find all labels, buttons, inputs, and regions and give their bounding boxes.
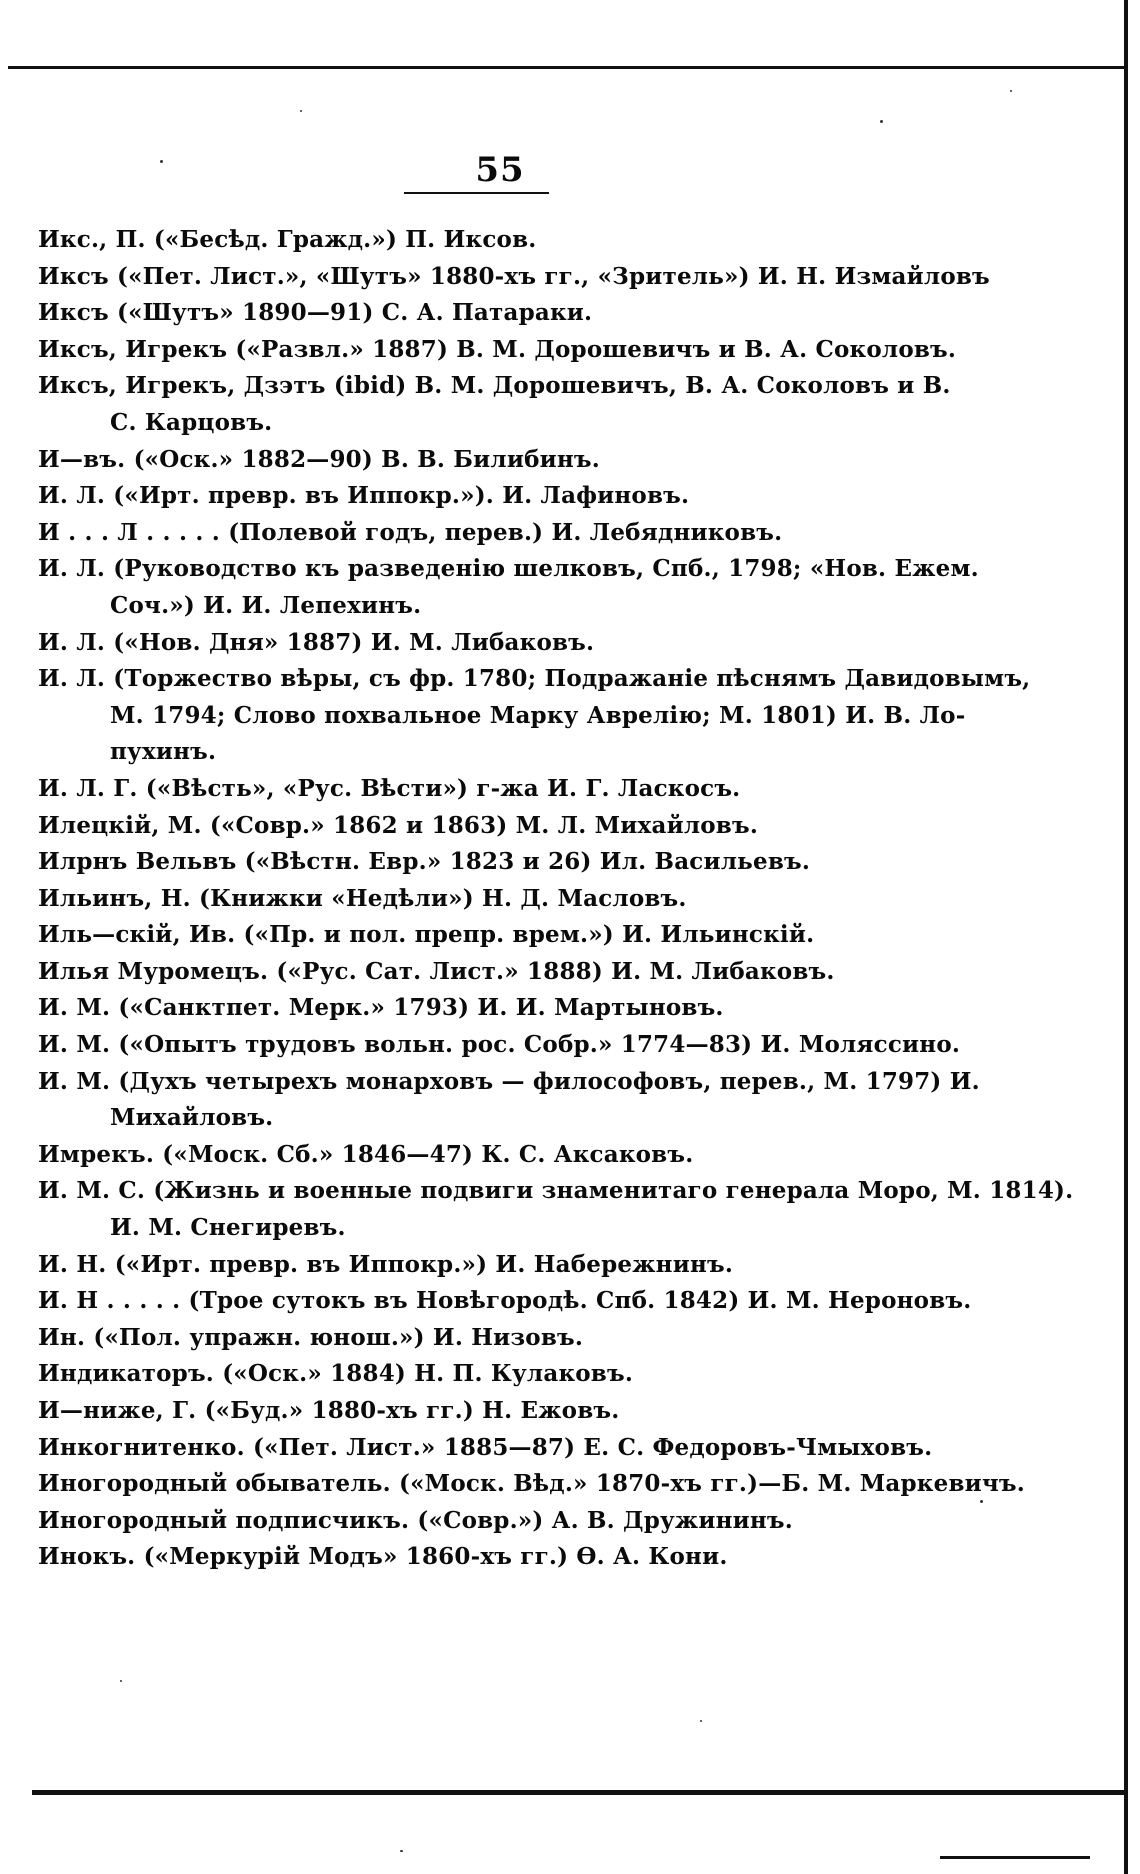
entry: И. М. («Санктпет. Мерк.» 1793) И. И. Мартыновъ. (38, 994, 724, 1022)
entry: И. М. С. (Жизнь и военные подвиги знаменитаго генерала Моро, М. 1814). (38, 1177, 1074, 1205)
entry: Икс., П. («Бесѣд. Гражд.») П. Иксов. (38, 226, 537, 253)
entry: Иногородный обыватель. («Моск. Вѣд.» 1870-хъ гг.)—Б. М. Маркевичъ. (38, 1470, 1025, 1498)
scan-speck (980, 1500, 983, 1503)
entry-continuation: пухинъ. (110, 738, 217, 766)
entry: И. Л. («Нов. Дня» 1887) И. М. Либаковъ. (38, 628, 595, 656)
entry: Имрекъ. («Моск. Сб.» 1846—47) К. С. Аксаковъ. (38, 1140, 694, 1168)
entry: И . . . Л . . . . . (Полевой годъ, перев.) И. Лебядниковъ. (38, 518, 783, 546)
entry: И—въ. («Оск.» 1882—90) В. В. Билибинъ. (38, 445, 600, 473)
entry: Ин. («Пол. упражн. юнош.») И. Низовъ. (38, 1323, 584, 1351)
entry: Индикаторъ. («Оск.» 1884) Н. П. Кулаковъ. (38, 1360, 634, 1388)
entry: Иногородный подписчикъ. («Совр.») А. В. Дружининъ. (38, 1506, 793, 1534)
scan-speck (880, 120, 883, 123)
entry: Ильинъ, Н. (Книжки «Недѣли») Н. Д. Масловъ. (38, 884, 687, 912)
bottom-rule (32, 1790, 1128, 1795)
entry-list (38, 222, 1074, 1576)
entry: Иксъ («Пет. Лист.», «Шутъ» 1880-хъ гг., «Зритель») И. Н. Измайловъ (38, 262, 990, 290)
entry: И. Л. (Торжество вѣры, съ фр. 1780; Подражаніе пѣснямъ Давидовымъ, (38, 665, 1031, 693)
entry: И. Л. («Ирт. превр. въ Иппокр.»). И. Лафиновъ. (38, 482, 690, 510)
scan-speck (120, 1680, 122, 1682)
entry: И. М. (Духъ четырехъ монарховъ — философовъ, перев., М. 1797) И. (38, 1067, 980, 1095)
scan-speck (400, 1850, 403, 1852)
entry: Иксъ, Игрекъ («Развл.» 1887) В. М. Дорошевичъ и В. А. Соколовъ. (38, 335, 957, 363)
entry: И. Н . . . . . (Трое сутокъ въ Новѣгородѣ. Спб. 1842) И. М. Нероновъ. (38, 1287, 972, 1315)
entry: И. Н. («Ирт. превр. въ Иппокр.») И. Набережнинъ. (38, 1250, 734, 1278)
entry-continuation: Михайловъ. (110, 1104, 274, 1132)
right-page-edge (1124, 0, 1128, 1874)
entry: Иль—скій, Ив. («Пр. и пол. препр. врем.») И. Ильинскій. (38, 921, 815, 949)
entry-continuation: М. 1794; Слово похвальное Марку Аврелію; М. 1801) И. В. Ло- (110, 701, 966, 729)
entry: Иксъ («Шутъ» 1890—91) С. А. Патараки. (38, 299, 593, 327)
scan-speck (700, 1720, 702, 1722)
top-rule (8, 66, 1128, 69)
entry-continuation: С. Карцовъ. (110, 408, 273, 436)
page-number: 55 (475, 150, 525, 190)
entry: Инкогнитенко. («Пет. Лист.» 1885—87) Е. С. Федоровъ-Чмыховъ. (38, 1433, 933, 1461)
entry: И. М. («Опытъ трудовъ вольн. рос. Собр.» 1774—83) И. Моляссино. (38, 1031, 961, 1059)
entry: Илецкій, М. («Совр.» 1862 и 1863) М. Л. Михайловъ. (38, 811, 759, 839)
entry-continuation: Соч.») И. И. Лепехинъ. (110, 591, 422, 619)
entry: И. Л. Г. («Вѣсть», «Рус. Вѣсти») г-жа И. Г. Ласкосъ. (38, 774, 741, 802)
scan-speck (300, 110, 302, 112)
entry: И—ниже, Г. («Буд.» 1880-хъ гг.) Н. Ежовъ. (38, 1397, 620, 1424)
scan-speck (1010, 90, 1012, 92)
page-number-rule (404, 192, 549, 194)
entry: И. Л. (Руководство къ разведенію шелковъ, Спб., 1798; «Нов. Ежем. (38, 555, 979, 583)
bottom-rule-fragment (940, 1856, 1090, 1859)
entry: Илрнъ Вельвъ («Вѣстн. Евр.» 1823 и 26) Ил. Васильевъ. (38, 848, 811, 876)
entry: Илья Муромецъ. («Рус. Сат. Лист.» 1888) И. М. Либаковъ. (38, 957, 835, 985)
scan-speck (160, 160, 163, 163)
entry: Инокъ. («Меркурій Модъ» 1860-хъ гг.) Ѳ. А. Кони. (38, 1543, 728, 1571)
entry-continuation: И. М. Снегиревъ. (110, 1214, 346, 1242)
entry: Иксъ, Игрекъ, Дзэтъ (ibid) В. М. Дорошевичъ, В. А. Соколовъ и В. (38, 372, 951, 400)
